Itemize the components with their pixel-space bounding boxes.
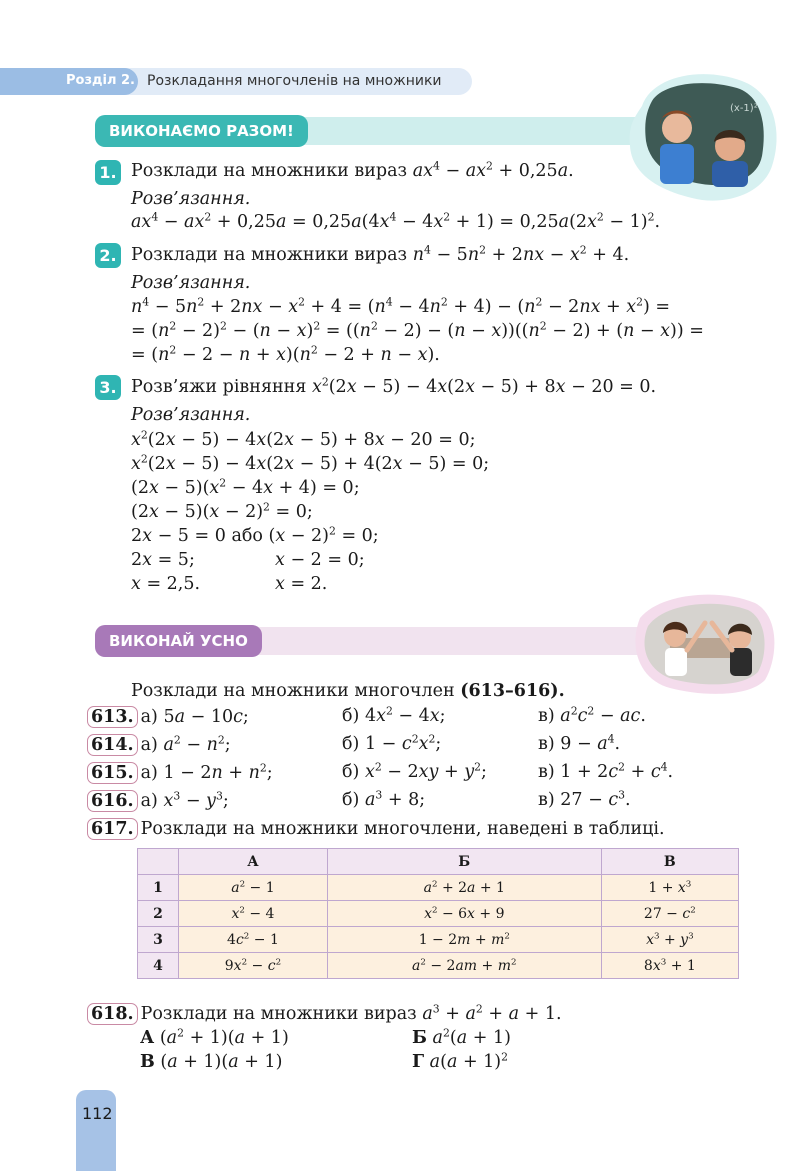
table-header-row	[138, 849, 739, 875]
exercise-615: 615. а) $1 - 2n + n^2$;	[87, 762, 273, 784]
exercise-617	[87, 818, 665, 840]
table-cell: $a^2 - 1$	[179, 875, 328, 901]
problem-2-task: Розклади на множники вираз	[131, 245, 408, 265]
table-corner	[138, 849, 179, 875]
students-photo	[630, 588, 780, 698]
oral-intro	[131, 681, 565, 701]
label-a: а)	[140, 735, 158, 755]
exercise-614: 614. а) $a^2 - n^2$;	[87, 734, 231, 756]
exercise-614-number: 614.	[87, 734, 138, 756]
option-A-label: А	[140, 1028, 155, 1048]
exercise-613-v: в) $a^2c^2$ − ac.	[538, 704, 646, 726]
exercise-616: 616. а) $x^3 - y^3$;	[87, 790, 229, 812]
exercise-616-number: 616.	[87, 790, 138, 812]
solution-label-2: Розв’язання.	[131, 273, 251, 293]
table-cell: $a^2 - 2am + m^2$	[327, 953, 601, 979]
exercise-614-b: б) $1 - c^2x^2$;	[342, 732, 442, 754]
problem-3-step-4: $(2x - 5)(x - 2)^2 = 0$;	[131, 500, 313, 522]
solution-label-1: Розв’язання.	[131, 189, 251, 209]
exercise-613-number: 613.	[87, 706, 138, 728]
label-v: в)	[538, 762, 555, 782]
exercise-614-v: в) $9 - a^4$.	[538, 732, 621, 754]
exercise-615-b: б) $x^2 - 2xy + y^2$;	[342, 760, 487, 782]
row-number: 1	[138, 875, 179, 901]
problem-2-badge: 2.	[95, 243, 121, 268]
factoring-table	[137, 848, 739, 979]
page-number: 112	[82, 1104, 113, 1123]
page-tab	[76, 1090, 116, 1171]
label-v: в)	[538, 706, 555, 726]
problem-3-step-2: $x^2(2x - 5) - 4x(2x - 5) + 4(2x - 5) = 0$;	[131, 452, 490, 474]
table-cell: $x^3 + y^3$	[601, 927, 738, 953]
chapter-chip	[0, 68, 138, 95]
classroom-photo	[622, 66, 782, 206]
table-row	[138, 875, 739, 901]
problem-3-step-7b: x = 2.	[275, 574, 328, 594]
option-G-label: Г	[412, 1052, 425, 1072]
exercise-617-text: Розклади на множники многочлени, наведені в таблиці.	[140, 819, 665, 839]
option-B-label: Б	[412, 1028, 427, 1048]
exercise-613: 613. а) 5a − 10c;	[87, 706, 249, 728]
exercise-618-number: 618.	[87, 1003, 138, 1025]
label-b: б)	[342, 762, 360, 782]
label-v: в)	[538, 790, 555, 810]
table-row	[138, 927, 739, 953]
oral-intro-text: Розклади на множники многочлен	[131, 681, 455, 701]
or-word: або	[231, 526, 263, 546]
problem-3-step-1: $x^2(2x - 5) - 4x(2x - 5) + 8x - 20 = 0$;	[131, 428, 476, 450]
oral-range: (613–616).	[460, 681, 565, 701]
table-cell: $x^2 - 4$	[179, 901, 328, 927]
exercise-617-number: 617.	[87, 818, 138, 840]
table-row	[138, 953, 739, 979]
problem-1-task: Розклади на множники вираз	[131, 161, 408, 181]
problem-3-step-7a: x = 2,5.	[131, 574, 201, 594]
label-a: а)	[140, 763, 158, 783]
table-header: В	[601, 849, 738, 875]
exercise-618-text: Розклади на множники вираз	[140, 1004, 417, 1024]
problem-1-statement: Розклади на множники вираз $ax^4 - ax^2 + 0,25a$.	[131, 159, 574, 181]
problem-3-task: Розв’яжи рівняння	[131, 377, 307, 397]
problem-2-step-3: = $(n^2 - 2 - n + x)(n^2 - 2 + n - x)$.	[131, 343, 440, 365]
label-b: б)	[342, 790, 360, 810]
solution-label-3: Розв’язання.	[131, 405, 251, 425]
exercise-615-number: 615.	[87, 762, 138, 784]
label-a: а)	[140, 791, 158, 811]
problem-2-step-2: = $(n^2 - 2)^2 - (n - x)^2 = ((n^2 - 2) - (n - x))((n^2 - 2) + (n - x))$ =	[131, 319, 704, 341]
exercise-618: 618. Розклади на множники вираз $a^3 + a^2 + a + 1$.	[87, 1003, 562, 1025]
problem-2-statement: Розклади на множники вираз $n^4 - 5n^2 + 2nx - x^2 + 4$.	[131, 243, 630, 265]
table-row	[138, 901, 739, 927]
chapter-title: Розкладання многочленів на множники	[147, 73, 442, 89]
problem-1-solution: $ax^4 - ax^2 + 0,25a = 0,25a(4x^4 - 4x^2 + 1) = 0,25a(2x^2 - 1)^2$.	[131, 210, 661, 232]
label-v: в)	[538, 734, 555, 754]
problem-3-step-3: $(2x - 5)(x^2 - 4x + 4) = 0$;	[131, 476, 360, 498]
table-header: А	[179, 849, 328, 875]
row-number: 2	[138, 901, 179, 927]
label-b: б)	[342, 706, 360, 726]
option-G: Г $a(a + 1)^2$	[412, 1050, 509, 1072]
table-cell: $9x^2 - c^2$	[179, 953, 328, 979]
table-cell: $4c^2 - 1$	[179, 927, 328, 953]
section-title-oral: ВИКОНАЙ УСНО	[95, 625, 262, 657]
option-V-label: В	[140, 1052, 155, 1072]
table-cell: $8x^3 + 1$	[601, 953, 738, 979]
exercise-613-b: б) $4x^2 - 4x$;	[342, 704, 446, 726]
svg-text:(x-1)²: (x-1)²	[730, 103, 758, 114]
problem-1-badge: 1.	[95, 160, 121, 185]
table-header: Б	[327, 849, 601, 875]
table-cell: $1 - 2m + m^2$	[327, 927, 601, 953]
option-V: В (a + 1)(a + 1)	[140, 1052, 283, 1072]
exercise-616-b: б) $a^3 + 8$;	[342, 788, 426, 810]
chapter-label: Розділ 2.	[66, 73, 135, 88]
table-cell: $1 + x^3$	[601, 875, 738, 901]
row-number: 4	[138, 953, 179, 979]
section-title-together: ВИКОНАЄМО РАЗОМ!	[95, 115, 308, 147]
problem-3-step-6a: 2x = 5;	[131, 550, 195, 570]
table-cell: $x^2 - 6x + 9$	[327, 901, 601, 927]
problem-3-step-5: 2x − 5 = 0 або $(x - 2)^2 = 0$;	[131, 524, 379, 546]
label-a: а)	[140, 707, 158, 727]
problem-3-step-6b: x − 2 = 0;	[275, 550, 365, 570]
problem-3-badge: 3.	[95, 375, 121, 400]
table-cell: $a^2 + 2a + 1$	[327, 875, 601, 901]
option-A: А $(a^2 + 1)(a + 1)$	[140, 1026, 289, 1048]
exercise-616-v: в) $27 - c^3$.	[538, 788, 631, 810]
row-number: 3	[138, 927, 179, 953]
exercise-615-v: в) $1 + 2c^2 + c^4$.	[538, 760, 674, 782]
problem-2-step-1: $n^4 - 5n^2 + 2nx - x^2 + 4 = (n^4 - 4n^2 + 4) - (n^2 - 2nx + x^2)$ =	[131, 295, 671, 317]
option-B: Б $a^2(a + 1)$	[412, 1026, 511, 1048]
table-cell: $27 - c^2$	[601, 901, 738, 927]
label-b: б)	[342, 734, 360, 754]
problem-3-statement: Розв’яжи рівняння $x^2(2x - 5) - 4x(2x - 5) + 8x - 20 = 0$.	[131, 375, 657, 397]
